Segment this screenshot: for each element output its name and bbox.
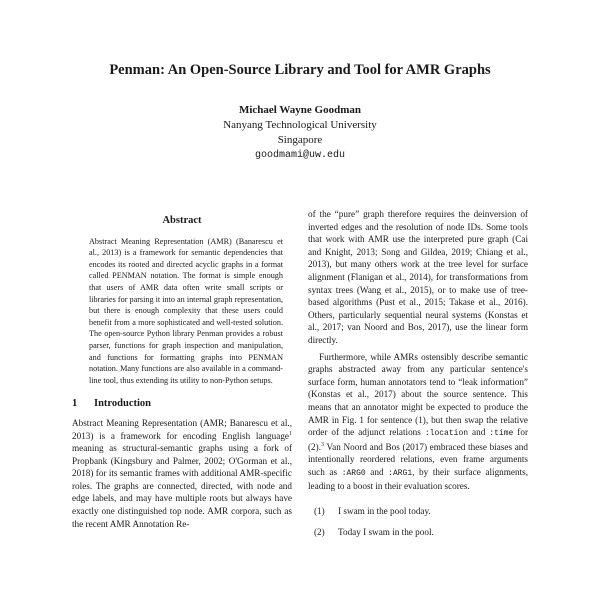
- p2-text-a: Furthermore, while AMRs ostensibly describe semantic graphs abstracted away from any particular sentence's surface form, human annotators tend to “leak information” (Konstas et al., 2017) about the source sentence. This means that an annotator might be expected to produce the AMR in Fig. 1 for sentence (1), but then swap the relative order of the adjunct relations: [308, 351, 528, 438]
- example-text: I swam in the pool today.: [338, 506, 431, 517]
- example-list: [308, 505, 528, 538]
- role-arg1: :ARG1: [388, 468, 413, 478]
- right-paragraph-1: of the “pure” graph therefore requires the deinversion of inverted edges and the resolution of node IDs. Some tools that work with AMR use the interpreted pure graph (Cai and Knight, 2013; Song and Gildea, 2019; Chiang et al., 2013), but many others work at the tree level for surface alignment (Flanigan et al., 2014), for transformations from syntax trees (Wang et al., 2015), or to make use of tree-based algorithms (Pust et al., 2015; Takase et al., 2016). Others, particularly sequential neural systems (Konstas et al., 2017; van Noord and Bos, 2017), use the linear form directly.: [308, 209, 528, 345]
- intro-text-b: meaning as structural-semantic graphs using a fork of Propbank (Kingsbury and Palmer, 2002; O'Gorman et al., 2018) for its semantic frames with additional AMR-specific roles. The graphs are connected, directed, with node and edge labels, and may have multiple roots but always have exactly one distinguished top node. AMR corpora, such as the recent AMR Annotation Re-: [72, 443, 292, 529]
- role-arg0: :ARG0: [341, 468, 366, 478]
- intro-text-a: Abstract Meaning Representation (AMR; Banarescu et al., 2013) is a framework for encoding English language: [72, 417, 292, 441]
- example-text: Today I swam in the pool.: [338, 526, 434, 537]
- example-number: (2): [314, 526, 325, 537]
- right-column: [308, 208, 528, 546]
- intro-paragraph: [72, 417, 292, 530]
- p2-text-c: for (2).: [308, 427, 529, 452]
- paper-title: Penman: An Open-Source Library and Tool for AMR Graphs: [109, 62, 491, 78]
- list-item: [308, 526, 528, 539]
- role-location: :location: [424, 429, 469, 439]
- p2-text-b: and: [468, 427, 490, 438]
- example-number: (1): [314, 506, 325, 517]
- section-title: Introduction: [94, 398, 151, 410]
- list-item: [308, 505, 528, 518]
- section-number: 1: [72, 398, 78, 410]
- p2-text-d: Van Noord and Bos (2017) embraced these biases and intentionally reordered relations, even frame arguments such as: [308, 441, 528, 477]
- author-location: Singapore: [277, 134, 323, 146]
- author-block: [0, 103, 600, 163]
- footnote-marker: 1: [289, 430, 292, 437]
- author-email: goodmami@uw.edu: [254, 150, 345, 161]
- abstract-heading: Abstract: [162, 215, 202, 226]
- footnote-marker-3: 3: [321, 441, 325, 448]
- role-time: :time: [489, 429, 514, 439]
- abstract-text: Abstract Meaning Representation (AMR) (Banarescu et al., 2013) is a framework for semantic dependencies that encodes its rooted and directed acyclic graphs in a format called PENMAN notation. The format is simple enough that users of AMR data often write small scripts or libraries for parsing it into an internal graph representation, but there is enough complexity that these users could benefit from a more sophisticated and well-tested solution. The open-source Python library Penman provides a robust parser, functions for graph inspection and manipulation, and functions for formatting graphs into PENMAN notation. Many functions are also available in a command-line tool, thus extending its utility to non-Python setups.: [89, 236, 283, 385]
- p2-text-e: and: [365, 466, 389, 477]
- author-affiliation: Nanyang Technological University: [223, 119, 377, 131]
- left-column: [72, 208, 292, 530]
- right-paragraph-2: [308, 351, 528, 494]
- section-heading: [72, 398, 292, 411]
- p2-text-f: , by their surface alignments, leading to a boost in their evaluation scores.: [308, 466, 528, 492]
- author-name: Michael Wayne Goodman: [238, 104, 362, 116]
